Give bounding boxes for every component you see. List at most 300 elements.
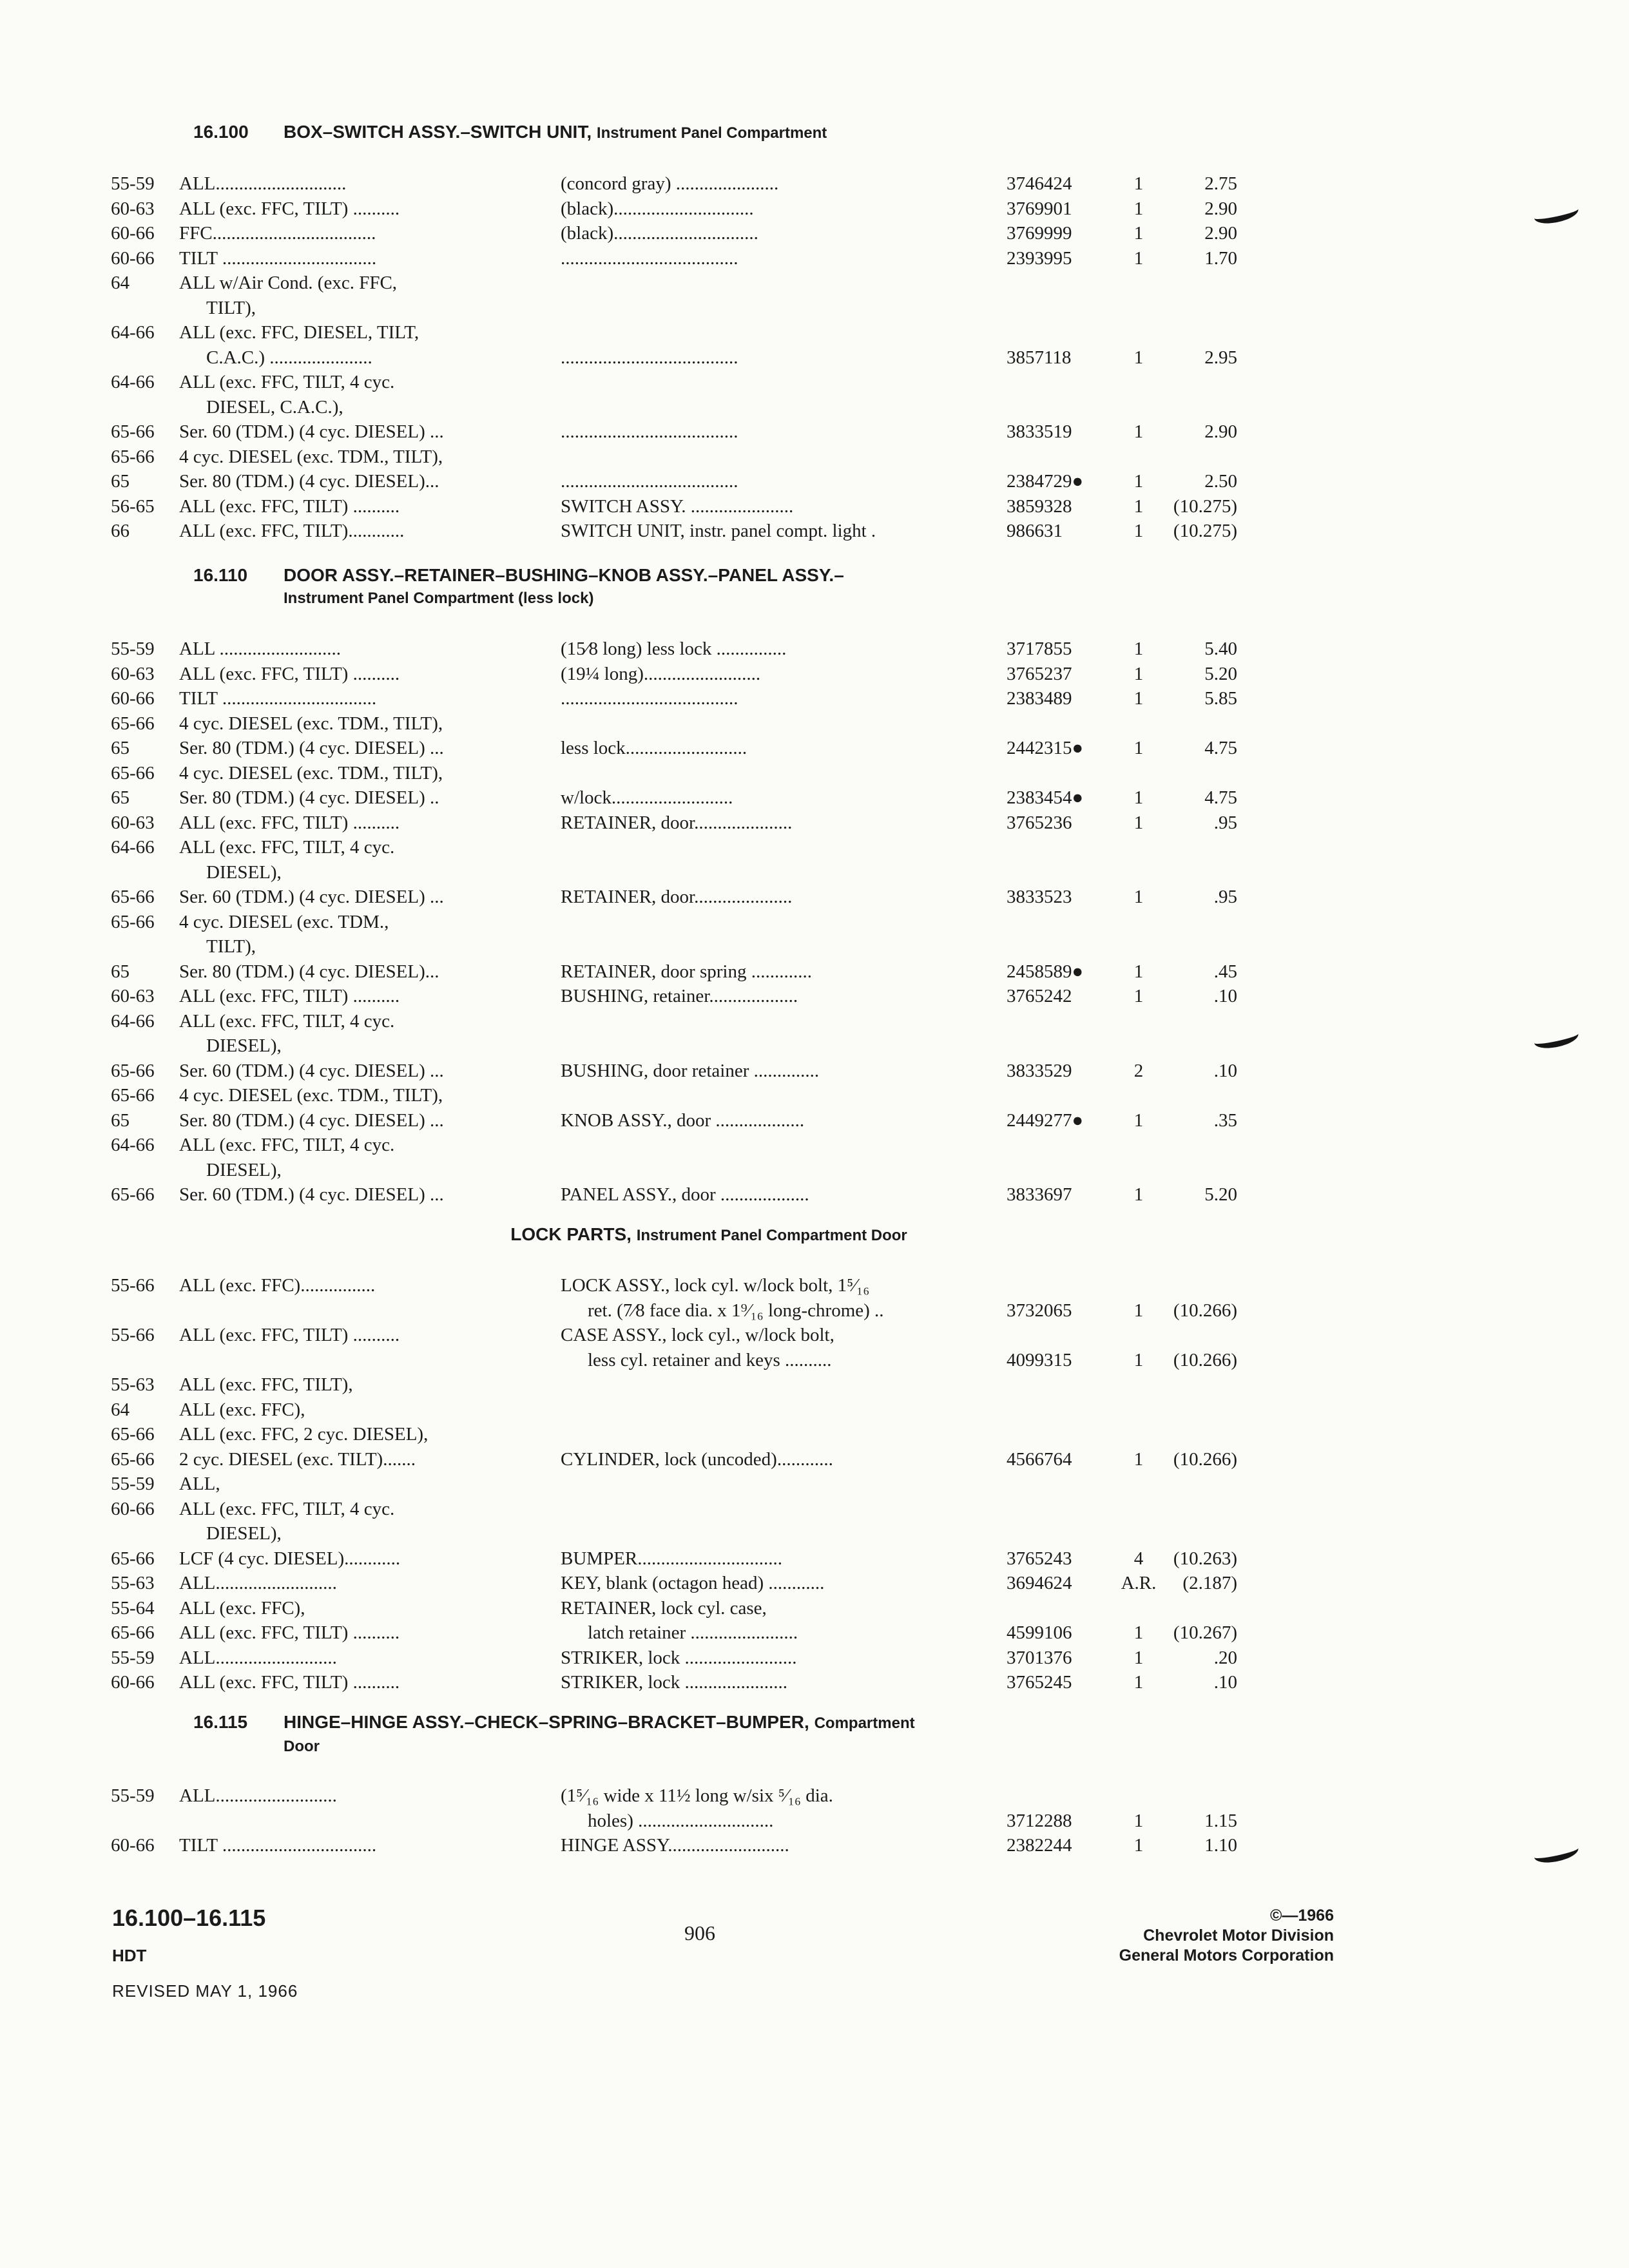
section-heading-16-115 — [193, 1711, 1289, 1758]
table-row — [0, 1348, 1629, 1373]
model-year: 65-66 — [111, 421, 155, 442]
price: .10 — [1213, 1060, 1237, 1081]
part-description: STRIKER, lock ........................ — [561, 1647, 797, 1668]
model-application: Ser. 80 (TDM.) (4 cyc. DIESEL)... — [179, 961, 439, 982]
model-application: 4 cyc. DIESEL (exc. TDM., TILT), — [179, 713, 443, 734]
model-application: ALL (exc. FFC, TILT, 4 cyc. — [179, 1010, 395, 1032]
price: (10.266) — [1173, 1448, 1237, 1470]
table-row — [0, 1422, 1629, 1447]
model-year: 55-63 — [111, 1573, 155, 1593]
quantity: 1 — [1133, 421, 1144, 442]
part-number: 3833519 — [1007, 421, 1072, 442]
part-number: 2383454● — [1007, 787, 1084, 808]
part-description: CYLINDER, lock (uncoded)............ — [561, 1448, 833, 1470]
model-application: Ser. 60 (TDM.) (4 cyc. DIESEL) ... — [179, 421, 444, 442]
model-application: ALL (exc. FFC, TILT) .......... — [179, 1622, 400, 1643]
quantity: A.R. — [1121, 1573, 1157, 1593]
price: 2.50 — [1204, 471, 1237, 492]
table-row — [0, 1273, 1629, 1298]
table-row — [0, 370, 1629, 395]
part-number: 2383489 — [1007, 688, 1072, 709]
model-year: 65 — [111, 961, 130, 982]
table-row — [0, 221, 1629, 246]
table-row — [0, 171, 1629, 197]
model-application: ALL.......................... — [179, 1785, 337, 1806]
model-year: 56-65 — [111, 495, 155, 517]
model-year: 65-66 — [111, 1622, 155, 1643]
model-application: ALL, — [179, 1474, 220, 1494]
parts-table-16-115 — [0, 1783, 1629, 1858]
quantity: 1 — [1133, 471, 1144, 492]
quantity: 1 — [1133, 347, 1144, 368]
parts-table-16-100 — [0, 171, 1629, 544]
part-number: 3732065 — [1007, 1300, 1072, 1321]
quantity: 1 — [1133, 1672, 1144, 1693]
section-heading-lock-parts — [0, 1224, 1418, 1245]
part-number: 2442315● — [1007, 738, 1084, 758]
model-application: ALL (exc. FFC, TILT, 4 cyc. — [179, 837, 395, 858]
part-number: 3765237 — [1007, 663, 1072, 684]
table-row — [0, 1108, 1629, 1133]
part-description: ...................................... — [561, 471, 738, 492]
part-description: latch retainer ....................... — [588, 1622, 798, 1643]
part-description: less lock.......................... — [561, 738, 747, 758]
model-application: Ser. 60 (TDM.) (4 cyc. DIESEL) ... — [179, 1184, 444, 1205]
quantity: 1 — [1133, 688, 1144, 709]
model-year: 55-59 — [111, 1785, 155, 1806]
part-description: (concord gray) ...................... — [561, 173, 779, 194]
table-row — [0, 494, 1629, 519]
part-description: BUSHING, retainer................... — [561, 986, 798, 1006]
model-application: TILT ................................. — [179, 1835, 377, 1856]
series-label: HDT — [112, 1946, 147, 1965]
table-row — [0, 761, 1629, 786]
model-year: 65-66 — [111, 446, 155, 467]
model-application: ALL (exc. FFC)................ — [179, 1275, 376, 1296]
table-row — [0, 1323, 1629, 1348]
part-description: BUSHING, door retainer .............. — [561, 1060, 820, 1081]
table-row — [0, 1571, 1629, 1596]
section-heading-16-100 — [193, 120, 1289, 145]
table-row — [0, 860, 1629, 885]
table-row — [0, 271, 1629, 296]
price: (10.266) — [1173, 1349, 1237, 1370]
table-row — [0, 1009, 1629, 1034]
quantity: 1 — [1133, 1184, 1144, 1205]
quantity: 1 — [1133, 1448, 1144, 1470]
part-number: 3712288 — [1007, 1810, 1072, 1831]
model-application: ALL.......................... — [179, 1647, 337, 1668]
model-year: 60-63 — [111, 986, 155, 1006]
model-year: 60-63 — [111, 663, 155, 684]
section-range: 16.100–16.115 — [112, 1905, 266, 1931]
model-year: 55-59 — [111, 173, 155, 194]
parts-table-lock-parts — [0, 1273, 1629, 1695]
model-application: ALL............................ — [179, 173, 347, 194]
model-application: FFC................................... — [179, 223, 376, 244]
model-application: TILT), — [206, 936, 256, 957]
price: .95 — [1213, 887, 1237, 907]
model-application: Ser. 80 (TDM.) (4 cyc. DIESEL)... — [179, 471, 439, 492]
model-year: 64-66 — [111, 322, 155, 343]
price: (10.263) — [1173, 1548, 1237, 1569]
quantity: 1 — [1133, 223, 1144, 244]
model-application: ALL (exc. FFC, TILT) .......... — [179, 1325, 400, 1345]
model-year: 64 — [111, 1399, 130, 1420]
model-year: 65-66 — [111, 1448, 155, 1470]
quantity: 1 — [1133, 495, 1144, 517]
quantity: 2 — [1133, 1060, 1144, 1081]
model-year: 60-66 — [111, 1835, 155, 1856]
part-description: SWITCH ASSY. ...................... — [561, 495, 794, 517]
table-row — [0, 1372, 1629, 1398]
model-year: 65 — [111, 738, 130, 758]
table-row — [0, 469, 1629, 494]
price: 2.95 — [1204, 347, 1237, 368]
model-year: 64-66 — [111, 372, 155, 392]
part-description: PANEL ASSY., door ................... — [561, 1184, 809, 1205]
part-description: LOCK ASSY., lock cyl. w/lock bolt, 1⁵⁄₁₆ — [561, 1275, 870, 1296]
model-year: 55-64 — [111, 1597, 155, 1619]
table-row — [0, 1809, 1629, 1834]
part-number: 3833523 — [1007, 887, 1072, 907]
quantity: 1 — [1133, 1349, 1144, 1370]
model-application: ALL.......................... — [179, 1573, 337, 1593]
quantity: 1 — [1133, 887, 1144, 907]
table-row — [0, 1783, 1629, 1809]
quantity: 1 — [1133, 1110, 1144, 1131]
model-year: 60-63 — [111, 812, 155, 833]
section-title: LOCK PARTS, — [510, 1224, 631, 1244]
model-year: 60-63 — [111, 198, 155, 219]
price: (10.267) — [1173, 1622, 1237, 1643]
price: .95 — [1213, 812, 1237, 833]
part-number: 3765245 — [1007, 1672, 1072, 1693]
part-number: 3859328 — [1007, 495, 1072, 517]
price: .10 — [1213, 1672, 1237, 1693]
part-description: BUMPER............................... — [561, 1548, 783, 1569]
table-row — [0, 910, 1629, 935]
price: (10.275) — [1173, 495, 1237, 517]
model-year: 64-66 — [111, 1135, 155, 1155]
part-number: 3746424 — [1007, 173, 1072, 194]
model-year: 65 — [111, 471, 130, 492]
table-row — [0, 1059, 1629, 1084]
quantity: 1 — [1133, 1835, 1144, 1856]
model-application: ALL (exc. FFC), — [179, 1597, 305, 1619]
table-row — [0, 1670, 1629, 1695]
table-row — [0, 320, 1629, 345]
price: (10.266) — [1173, 1300, 1237, 1321]
model-application: 4 cyc. DIESEL (exc. TDM., TILT), — [179, 762, 443, 783]
part-description: STRIKER, lock ...................... — [561, 1672, 788, 1693]
table-row — [0, 1158, 1629, 1183]
part-description: holes) ............................. — [588, 1810, 774, 1831]
quantity: 1 — [1133, 1647, 1144, 1668]
model-year: 60-66 — [111, 1672, 155, 1693]
price: 5.40 — [1204, 639, 1237, 659]
quantity: 1 — [1133, 247, 1144, 269]
table-row — [0, 1497, 1629, 1522]
copyright: ©—1966 — [1269, 1907, 1334, 1925]
model-year: 65-66 — [111, 887, 155, 907]
model-application: ALL (exc. FFC, TILT) .......... — [179, 495, 400, 517]
model-application: ALL (exc. FFC, TILT), — [179, 1374, 353, 1395]
table-row — [0, 686, 1629, 711]
price: (2.187) — [1182, 1573, 1237, 1593]
part-number: 3765242 — [1007, 986, 1072, 1006]
part-description: ...................................... — [561, 688, 738, 709]
part-number: 3833697 — [1007, 1184, 1072, 1205]
table-row — [0, 1833, 1629, 1858]
part-number: 4099315 — [1007, 1349, 1072, 1370]
model-year: 65-66 — [111, 762, 155, 783]
model-application: DIESEL), — [206, 1035, 282, 1056]
model-year: 65-66 — [111, 1085, 155, 1106]
model-year: 55-66 — [111, 1325, 155, 1345]
part-description: SWITCH UNIT, instr. panel compt. light . — [561, 521, 876, 541]
table-row — [0, 1472, 1629, 1497]
part-number: 986631 — [1007, 521, 1063, 541]
part-description: (1⁵⁄₁₆ wide x 11½ long w/six ⁵⁄₁₆ dia. — [561, 1785, 833, 1806]
table-row — [0, 711, 1629, 736]
price: .20 — [1213, 1647, 1237, 1668]
table-row — [0, 1083, 1629, 1108]
table-row — [0, 1398, 1629, 1423]
parts-table-16-110 — [0, 637, 1629, 1207]
quantity: 1 — [1133, 1300, 1144, 1321]
model-year: 64-66 — [111, 837, 155, 858]
section-title: HINGE–HINGE ASSY.–CHECK–SPRING–BRACKET–BUMPER, — [284, 1712, 809, 1732]
model-application: ALL (exc. FFC, TILT) .......... — [179, 1672, 400, 1693]
part-description: ...................................... — [561, 347, 738, 368]
quantity: 1 — [1133, 961, 1144, 982]
model-year: 65-66 — [111, 1184, 155, 1205]
table-row — [0, 811, 1629, 836]
model-application: ALL (exc. FFC, TILT, 4 cyc. — [179, 1135, 395, 1155]
part-description: (black)............................... — [561, 223, 758, 244]
table-row — [0, 1133, 1629, 1158]
model-year: 55-59 — [111, 639, 155, 659]
model-year: 66 — [111, 521, 130, 541]
revised-date: REVISED MAY 1, 1966 — [112, 1981, 298, 2001]
part-number: 3769999 — [1007, 223, 1072, 244]
part-description: (19¼ long)......................... — [561, 663, 761, 684]
model-year: 60-66 — [111, 223, 155, 244]
model-year: 55-59 — [111, 1647, 155, 1668]
table-row — [0, 1546, 1629, 1571]
part-description: RETAINER, door..................... — [561, 812, 793, 833]
price: 5.20 — [1204, 1184, 1237, 1205]
price: 5.20 — [1204, 663, 1237, 684]
part-description: ...................................... — [561, 421, 738, 442]
section-subtitle: Instrument Panel Compartment (less lock) — [284, 590, 594, 607]
price: 5.85 — [1204, 688, 1237, 709]
model-application: TILT ................................. — [179, 247, 377, 269]
part-number: 2458589● — [1007, 961, 1084, 982]
model-application: DIESEL), — [206, 1523, 282, 1544]
section-title: DOOR ASSY.–RETAINER–BUSHING–KNOB ASSY.–PANEL ASSY.– — [284, 565, 844, 585]
part-number: 2382244 — [1007, 1835, 1072, 1856]
part-number: 3717855 — [1007, 639, 1072, 659]
price: (10.275) — [1173, 521, 1237, 541]
table-row — [0, 1298, 1629, 1323]
part-description: less cyl. retainer and keys .......... — [588, 1349, 832, 1370]
table-row — [0, 785, 1629, 811]
price: 4.75 — [1204, 787, 1237, 808]
model-year: 65 — [111, 787, 130, 808]
model-application: Ser. 80 (TDM.) (4 cyc. DIESEL) ... — [179, 738, 444, 758]
quantity: 1 — [1133, 1810, 1144, 1831]
table-row — [0, 1646, 1629, 1671]
part-description: RETAINER, door spring ............. — [561, 961, 812, 982]
quantity: 1 — [1133, 521, 1144, 541]
model-year: 60-66 — [111, 1498, 155, 1519]
table-row — [0, 1521, 1629, 1546]
model-application: ALL (exc. FFC, TILT) .......... — [179, 986, 400, 1006]
table-row — [0, 395, 1629, 420]
price: 4.75 — [1204, 738, 1237, 758]
table-row — [0, 296, 1629, 321]
table-row — [0, 662, 1629, 687]
corporation: General Motors Corporation — [1119, 1946, 1334, 1965]
part-number: 3765236 — [1007, 812, 1072, 833]
model-application: TILT), — [206, 297, 256, 318]
part-description: (15⁄8 long) less lock ............... — [561, 639, 787, 659]
price: 2.90 — [1204, 421, 1237, 442]
quantity: 1 — [1133, 787, 1144, 808]
table-row — [0, 835, 1629, 860]
table-row — [0, 934, 1629, 959]
table-row — [0, 345, 1629, 370]
division: Chevrolet Motor Division — [1143, 1927, 1334, 1945]
section-heading-16-110 — [193, 564, 1289, 610]
part-description: HINGE ASSY.......................... — [561, 1835, 789, 1856]
model-year: 65-66 — [111, 1424, 155, 1445]
model-application: Ser. 80 (TDM.) (4 cyc. DIESEL) ... — [179, 1110, 444, 1131]
part-number: 3765243 — [1007, 1548, 1072, 1569]
model-year: 65 — [111, 1110, 130, 1131]
publisher-block — [1031, 1906, 1334, 1966]
part-number: 3857118 — [1007, 347, 1072, 368]
part-number: 4566764 — [1007, 1448, 1072, 1470]
quantity: 1 — [1133, 812, 1144, 833]
part-number: 2393995 — [1007, 247, 1072, 269]
price: 2.90 — [1204, 198, 1237, 219]
quantity: 4 — [1133, 1548, 1144, 1569]
model-application: LCF (4 cyc. DIESEL)............ — [179, 1548, 401, 1569]
model-application: ALL (exc. FFC, TILT, 4 cyc. — [179, 372, 395, 392]
quantity: 1 — [1133, 639, 1144, 659]
price: 2.90 — [1204, 223, 1237, 244]
section-title: BOX–SWITCH ASSY.–SWITCH UNIT, — [284, 122, 592, 142]
model-year: 55-59 — [111, 1474, 155, 1494]
model-application: Ser. 60 (TDM.) (4 cyc. DIESEL) ... — [179, 1060, 444, 1081]
model-year: 65-66 — [111, 1548, 155, 1569]
table-row — [0, 246, 1629, 271]
part-number: 2449277● — [1007, 1110, 1084, 1131]
model-application: 4 cyc. DIESEL (exc. TDM., TILT), — [179, 1085, 443, 1106]
price: .35 — [1213, 1110, 1237, 1131]
model-application: DIESEL, C.A.C.), — [206, 396, 343, 418]
quantity: 1 — [1133, 198, 1144, 219]
part-number: 3694624 — [1007, 1573, 1072, 1593]
model-application: ALL (exc. FFC, 2 cyc. DIESEL), — [179, 1424, 429, 1445]
model-year: 64 — [111, 273, 130, 293]
model-application: DIESEL), — [206, 861, 282, 883]
part-description: KEY, blank (octagon head) ............ — [561, 1573, 825, 1593]
part-description: w/lock.......................... — [561, 787, 733, 808]
part-description: KNOB ASSY., door ................... — [561, 1110, 805, 1131]
model-application: ALL (exc. FFC, TILT) .......... — [179, 198, 400, 219]
table-row — [0, 959, 1629, 985]
table-row — [0, 519, 1629, 544]
section-subtitle-line2: Door — [284, 1738, 320, 1755]
model-application: DIESEL), — [206, 1159, 282, 1180]
model-application: ALL .......................... — [179, 639, 342, 659]
model-application: TILT ................................. — [179, 688, 377, 709]
part-number: 4599106 — [1007, 1622, 1072, 1643]
table-row — [0, 445, 1629, 470]
model-year: 60-66 — [111, 688, 155, 709]
model-application: 2 cyc. DIESEL (exc. TILT)....... — [179, 1448, 416, 1470]
part-number: 3701376 — [1007, 1647, 1072, 1668]
model-year: 60-66 — [111, 247, 155, 269]
model-application: Ser. 80 (TDM.) (4 cyc. DIESEL) .. — [179, 787, 439, 808]
model-year: 65-66 — [111, 911, 155, 932]
quantity: 1 — [1133, 173, 1144, 194]
quantity: 1 — [1133, 738, 1144, 758]
table-row — [0, 1596, 1629, 1621]
part-number: 3769901 — [1007, 198, 1072, 219]
section-number: 16.100 — [193, 122, 249, 142]
table-row — [0, 1620, 1629, 1646]
model-application: ALL (exc. FFC, TILT) .......... — [179, 663, 400, 684]
model-application: C.A.C.) ...................... — [206, 347, 372, 368]
page-number: 906 — [684, 1921, 715, 1945]
model-year: 65-66 — [111, 1060, 155, 1081]
table-row — [0, 637, 1629, 662]
part-description: ...................................... — [561, 247, 738, 269]
part-description: (black).............................. — [561, 198, 754, 219]
section-number: 16.115 — [193, 1712, 248, 1732]
price: 1.10 — [1204, 1835, 1237, 1856]
model-application: 4 cyc. DIESEL (exc. TDM., TILT), — [179, 446, 443, 467]
table-row — [0, 736, 1629, 761]
price: .45 — [1213, 961, 1237, 982]
model-application: 4 cyc. DIESEL (exc. TDM., — [179, 911, 389, 932]
table-row — [0, 197, 1629, 222]
part-description: ret. (7⁄8 face dia. x 1⁹⁄₁₆ long-chrome) .. — [588, 1300, 884, 1321]
model-application: ALL (exc. FFC, DIESEL, TILT, — [179, 322, 419, 343]
table-row — [0, 1033, 1629, 1059]
table-row — [0, 1182, 1629, 1207]
model-application: Ser. 60 (TDM.) (4 cyc. DIESEL) ... — [179, 887, 444, 907]
model-year: 55-66 — [111, 1275, 155, 1296]
price: .10 — [1213, 986, 1237, 1006]
price: 2.75 — [1204, 173, 1237, 194]
model-application: ALL (exc. FFC, TILT)............ — [179, 521, 405, 541]
section-subtitle: Compartment — [814, 1715, 915, 1732]
section-subtitle: Instrument Panel Compartment — [596, 124, 827, 142]
price: 1.15 — [1204, 1810, 1237, 1831]
price: 1.70 — [1204, 247, 1237, 269]
table-row — [0, 419, 1629, 445]
part-description: RETAINER, door..................... — [561, 887, 793, 907]
model-year: 65-66 — [111, 713, 155, 734]
table-row — [0, 984, 1629, 1009]
quantity: 1 — [1133, 986, 1144, 1006]
